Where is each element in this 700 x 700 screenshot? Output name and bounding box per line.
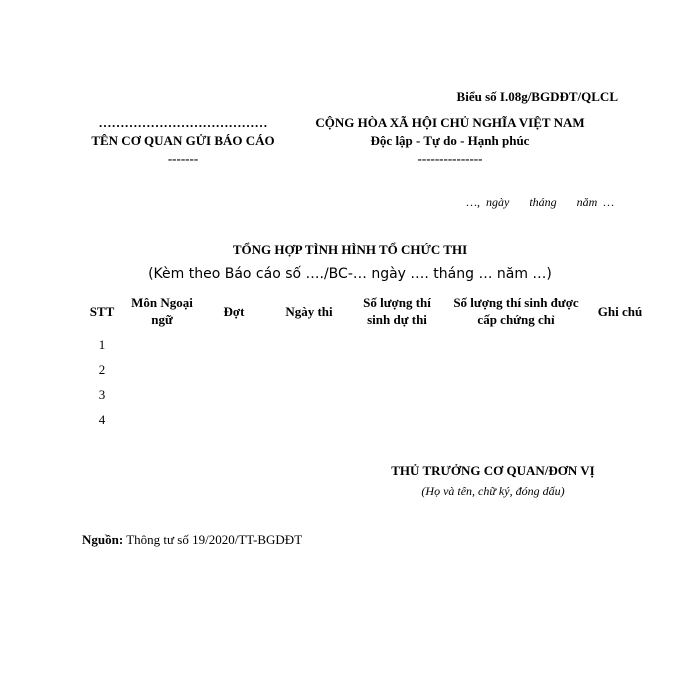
header-candidates: Số lượng thí sinh dự thi [363, 295, 431, 327]
national-motto: Độc lập - Tự do - Hạnh phúc [370, 133, 530, 148]
header-stt: STT [89, 303, 115, 319]
table-row [84, 357, 648, 382]
cell-exam-date [264, 382, 354, 407]
source-label: Nguồn: [82, 532, 124, 547]
form-code: Biểu số I.08g/BGDĐT/QLCL [456, 89, 618, 104]
cell-exam-date [264, 332, 354, 357]
row-number: 1 [98, 336, 106, 352]
signature-block [368, 461, 618, 501]
row-number: 2 [98, 361, 106, 377]
cell-candidates [354, 407, 440, 432]
motto-dashes: --------------- [417, 151, 483, 166]
date-day: …, ngày [466, 195, 510, 209]
national-header [300, 114, 600, 168]
header-round: Đợt [223, 303, 245, 319]
cell-note [592, 407, 648, 432]
header-exam-date: Ngày thi [285, 303, 333, 319]
cell-subject [120, 357, 204, 382]
table-row [84, 332, 648, 357]
cell-round [204, 407, 264, 432]
signature-title: THỦ TRƯỞNG CƠ QUAN/ĐƠN VỊ [391, 463, 595, 478]
agency-dots: ………………………………… [98, 115, 268, 130]
cell-certified [440, 332, 592, 357]
cell-round [204, 382, 264, 407]
cell-candidates [354, 382, 440, 407]
cell-candidates [354, 357, 440, 382]
agency-dashes: ------- [167, 151, 199, 166]
country-name: CỘNG HÒA XÃ HỘI CHỦ NGHĨA VIỆT NAM [315, 115, 585, 130]
cell-certified [440, 382, 592, 407]
cell-note [592, 332, 648, 357]
cell-subject [120, 407, 204, 432]
agency-block [88, 114, 278, 168]
cell-subject [120, 382, 204, 407]
header-note: Ghi chú [597, 303, 643, 319]
table-header-row [84, 290, 648, 332]
source-text: Thông tư số 19/2020/TT-BGDĐT [126, 532, 303, 547]
date-month: tháng [529, 195, 557, 209]
cell-subject [120, 332, 204, 357]
cell-round [204, 357, 264, 382]
cell-note [592, 382, 648, 407]
agency-name: TÊN CƠ QUAN GỬI BÁO CÁO [91, 133, 275, 148]
cell-certified [440, 407, 592, 432]
source-line [82, 532, 302, 548]
date-year: năm … [576, 195, 614, 209]
table-row [84, 407, 648, 432]
row-number: 3 [98, 386, 106, 402]
report-table [84, 290, 648, 432]
header-subject: Môn Ngoại ngữ [131, 295, 193, 327]
header-certified: Số lượng thí sinh được cấp chứng chỉ [453, 295, 579, 327]
row-number: 4 [98, 411, 106, 427]
document-title: TỔNG HỢP TÌNH HÌNH TỔ CHỨC THI [232, 242, 468, 257]
signature-note: (Họ và tên, chữ ký, đóng dấu) [421, 484, 565, 498]
date-line [452, 195, 614, 210]
cell-round [204, 332, 264, 357]
table-row [84, 382, 648, 407]
cell-exam-date [264, 407, 354, 432]
cell-candidates [354, 332, 440, 357]
cell-exam-date [264, 357, 354, 382]
cell-note [592, 357, 648, 382]
cell-certified [440, 357, 592, 382]
document-subtitle: (Kèm theo Báo cáo số …./BC-… ngày …. tháng … năm …) [148, 266, 552, 282]
